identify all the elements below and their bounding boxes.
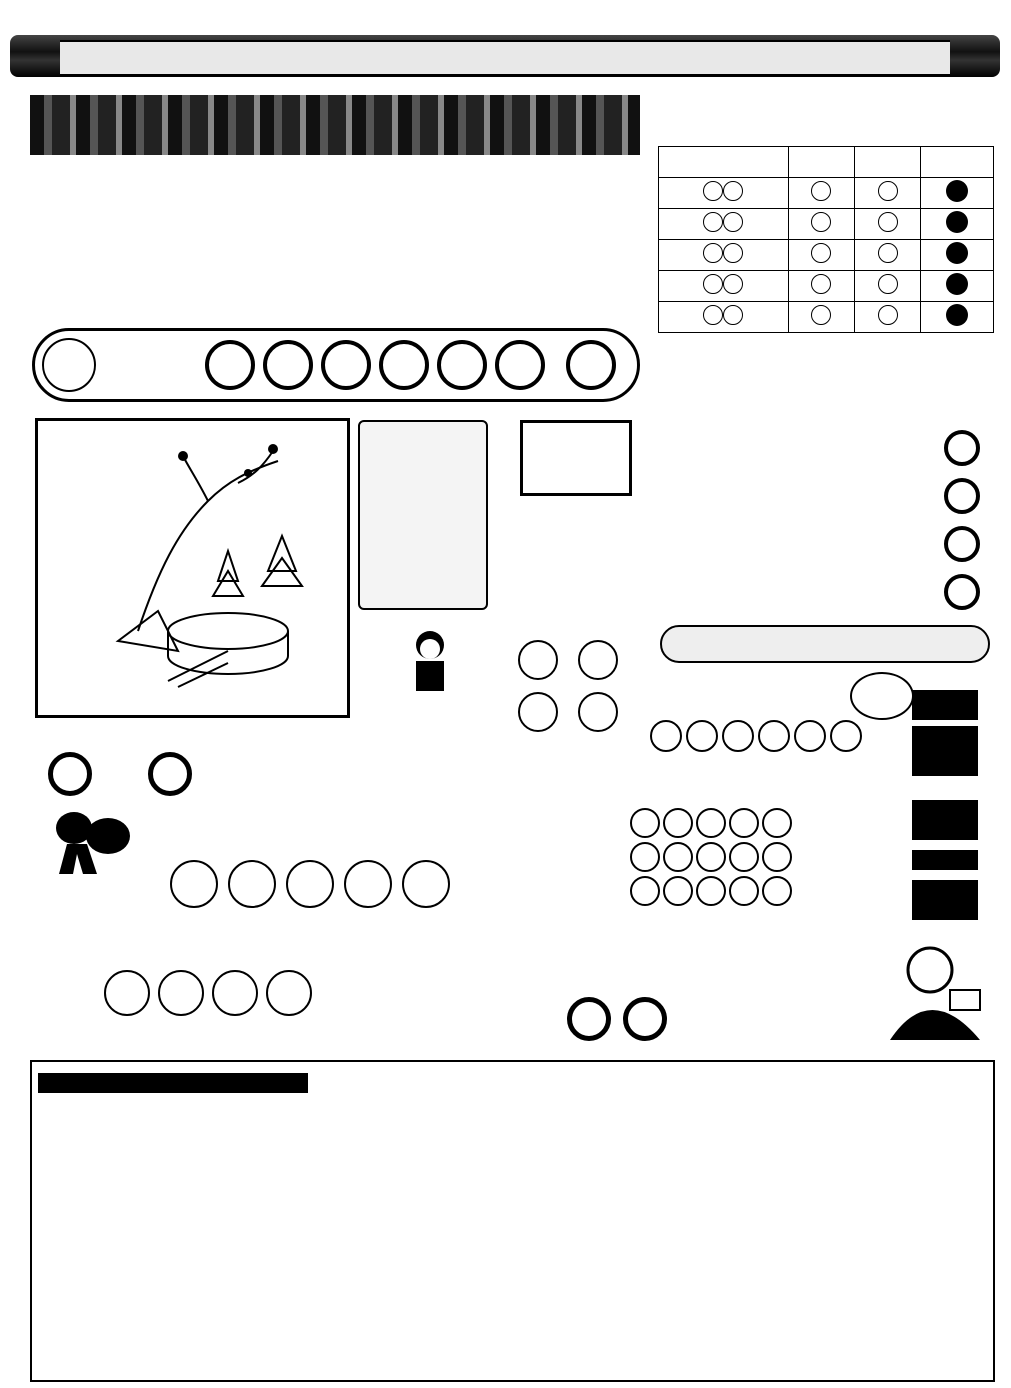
decorative-black-glyphs: [912, 690, 978, 930]
mid-number: [696, 808, 726, 838]
zodiac-circle: [578, 640, 618, 680]
last-special-item: [344, 860, 392, 908]
col-header: [788, 147, 854, 178]
doctor-icon: [400, 625, 460, 695]
draw-ball: [379, 340, 429, 390]
pick-number: [946, 242, 968, 264]
zodiac-circle: [518, 692, 558, 732]
mid-number: [630, 876, 660, 906]
last-special-item: [402, 860, 450, 908]
special-ball: [566, 340, 616, 390]
city-photo-strip: [30, 95, 640, 155]
pick-number: [946, 304, 968, 326]
range-to: [723, 243, 743, 263]
mid-number: [696, 842, 726, 872]
max-number: [811, 305, 831, 325]
steal-ball: [148, 752, 192, 796]
range-from: [703, 212, 723, 232]
zodiac-pick: [830, 720, 862, 752]
draw-ball: [321, 340, 371, 390]
mid-number: [663, 842, 693, 872]
zodiac-pick: [794, 720, 826, 752]
mid-number: [663, 876, 693, 906]
table-row: [659, 302, 994, 333]
mid-number: [729, 842, 759, 872]
mid-number: [630, 808, 660, 838]
shout-ball: [944, 478, 980, 514]
hit-badge: [850, 672, 914, 720]
zodiac-circle: [518, 640, 558, 680]
mid-number: [696, 876, 726, 906]
range-to: [723, 274, 743, 294]
draw-ball: [205, 340, 255, 390]
thief-cartoon: [52, 808, 132, 878]
mid-number: [762, 808, 792, 838]
max-number: [811, 243, 831, 263]
last-special-item: [286, 860, 334, 908]
well-tree-illustration: [38, 421, 347, 715]
main-title: [40, 160, 630, 320]
pick-number: [946, 211, 968, 233]
draw-ball: [495, 340, 545, 390]
mid-number: [663, 808, 693, 838]
recommend-item: [104, 970, 150, 1016]
zodiac-pick: [686, 720, 718, 752]
mid-number: [762, 842, 792, 872]
shout-ball: [944, 526, 980, 562]
range-to: [723, 212, 743, 232]
mid-number: [762, 876, 792, 906]
zodiac-pick: [722, 720, 754, 752]
min-number: [878, 274, 898, 294]
col-header: [921, 147, 994, 178]
range-from: [703, 305, 723, 325]
table-row: [659, 271, 994, 302]
max-number: [811, 181, 831, 201]
trend-table: [658, 146, 994, 333]
range-from: [703, 243, 723, 263]
mid-number: [729, 808, 759, 838]
draw-ball: [263, 340, 313, 390]
gift-ball: [567, 997, 611, 1041]
range-from: [703, 181, 723, 201]
col-header: [854, 147, 920, 178]
last-special-item: [228, 860, 276, 908]
pick-number: [946, 273, 968, 295]
trend-table-header: [659, 147, 994, 178]
special-four-zodiacs: [518, 640, 628, 732]
shout-ball: [944, 574, 980, 610]
min-number: [878, 212, 898, 232]
last-special-items: [170, 860, 450, 908]
table-row: [659, 240, 994, 271]
lottery-logo: [42, 338, 96, 392]
recommend-item: [158, 970, 204, 1016]
gift-ball: [623, 997, 667, 1041]
zodiac-circle: [578, 692, 618, 732]
range-to: [723, 305, 743, 325]
min-number: [878, 243, 898, 263]
results-title: [38, 1073, 308, 1093]
zodiac-pick: [758, 720, 790, 752]
riddle-scroll: [358, 420, 488, 610]
max-number: [811, 212, 831, 232]
steal-ball: [48, 752, 92, 796]
mid-number: [729, 876, 759, 906]
recommend-items: [104, 970, 312, 1016]
recommend-item: [212, 970, 258, 1016]
max-number: [811, 274, 831, 294]
thief-icon: [52, 808, 132, 878]
pick-number: [946, 180, 968, 202]
next-period-badge: [520, 420, 632, 496]
min-number: [878, 305, 898, 325]
mid-numbers-grid: [630, 808, 792, 906]
min-number: [878, 181, 898, 201]
draw-ball: [437, 340, 487, 390]
shout-ball: [944, 430, 980, 466]
mid-number: [630, 842, 660, 872]
table-row: [659, 178, 994, 209]
shout-balls: [944, 430, 980, 610]
special-ball-wrap: [566, 340, 616, 394]
zodiac-pick: [650, 720, 682, 752]
riddle-picture: [35, 418, 350, 718]
range-from: [703, 274, 723, 294]
zodiac-picks: [650, 720, 862, 752]
range-to: [723, 181, 743, 201]
col-header: [659, 147, 789, 178]
recommend-item: [266, 970, 312, 1016]
last-special-item: [170, 860, 218, 908]
header-scroll-paper: [60, 40, 950, 76]
steal-code-line: [38, 752, 202, 796]
doctor-cartoon: [400, 625, 460, 695]
poem-banner: [660, 625, 990, 663]
results-dot-matrix: [310, 1068, 992, 1378]
gift-numbers: [515, 992, 995, 1046]
draw-balls: [205, 340, 545, 390]
table-row: [659, 209, 994, 240]
